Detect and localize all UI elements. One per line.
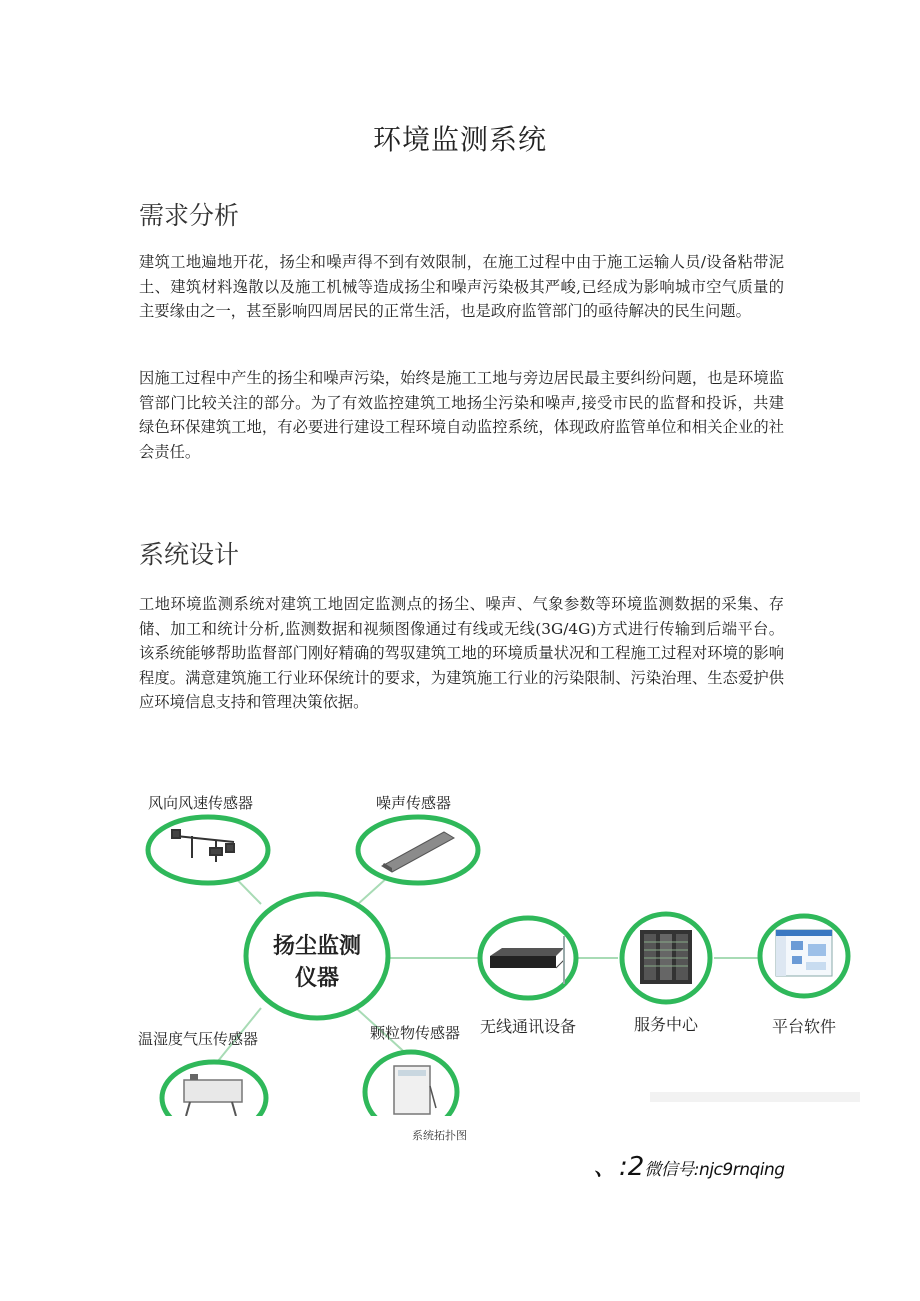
requirements-paragraph-2: 因施工过程中产生的扬尘和噪声污染，始终是施工工地与旁边居民最主要纠纷问题，也是环境监管部门比较关注的部分。为了有效监控建筑工地扬尘污染和噪声,接受市民的监督和投诉，共建绿色环保建筑工地，有必要进行建设工程环境自动监控系统，体现政府监管单位和相关企业的社会责任。 (139, 369, 784, 461)
requirements-paragraph-1: 建筑工地遍地开花，扬尘和噪声得不到有效限制，在施工过程中由于施工运输人员/设备粘带泥土、建筑材料逸散以及施工机械等造成扬尘和噪声污染极其严峻,已经成为影响城市空气质量的主要缘由之一，甚至影响四周居民的正常生活，也是政府监管部门的亟待解决的民生问题。 (139, 253, 784, 321)
platform-software-label: 平台软件 (771, 1017, 837, 1036)
page-title: 环境监测系统 (372, 123, 547, 156)
dust-monitor-label-line2: 仪器 (294, 966, 340, 991)
noise-sensor-label: 噪声传感器 (376, 794, 452, 812)
software-window-icon (776, 930, 832, 976)
footer-prefix: 、:2 (593, 1152, 645, 1182)
footer-wechat-id: 微信号:njc9rnqing (644, 1160, 785, 1180)
design-paragraph-1: 工地环境监测系统对建筑工地固定监测点的扬尘、噪声、气象参数等环境监测数据的采集、存储、加工和统计分析,监测数据和视频图像通过有线或无线(3G/4G)方式进行传输到后端平台。该系统能够帮助监督部门刚好精确的驾驭建筑工地的环境质量状况和工程施工过程对环境的影响程度。满意建筑施工行业环保统计的要求，为建筑施工行业的污染限制、污染治理、生态爱护供应环境信息支持和管理决策依据。 (139, 595, 784, 712)
section-heading-design: 系统设计 (139, 540, 240, 569)
section-heading-requirements: 需求分析 (139, 201, 240, 230)
service-center-label: 服务中心 (633, 1015, 699, 1034)
particle-sensor-label: 颗粒物传感器 (370, 1024, 461, 1042)
footer-wechat (593, 1146, 785, 1183)
figure-caption: 系统拓扑图 (412, 1129, 467, 1142)
particle-sensor-icon (394, 1066, 436, 1114)
dust-monitor-label-line1: 扬尘监测 (272, 934, 362, 959)
scan-artifact (650, 1092, 860, 1102)
system-topology-diagram (136, 786, 860, 1116)
thp-sensor-label: 温湿度气压传感器 (138, 1030, 259, 1048)
wireless-device-label: 无线通讯设备 (479, 1017, 577, 1036)
wind-sensor-node (148, 817, 268, 883)
server-rack-icon (640, 930, 692, 984)
wind-sensor-label: 风向风速传感器 (148, 794, 254, 812)
